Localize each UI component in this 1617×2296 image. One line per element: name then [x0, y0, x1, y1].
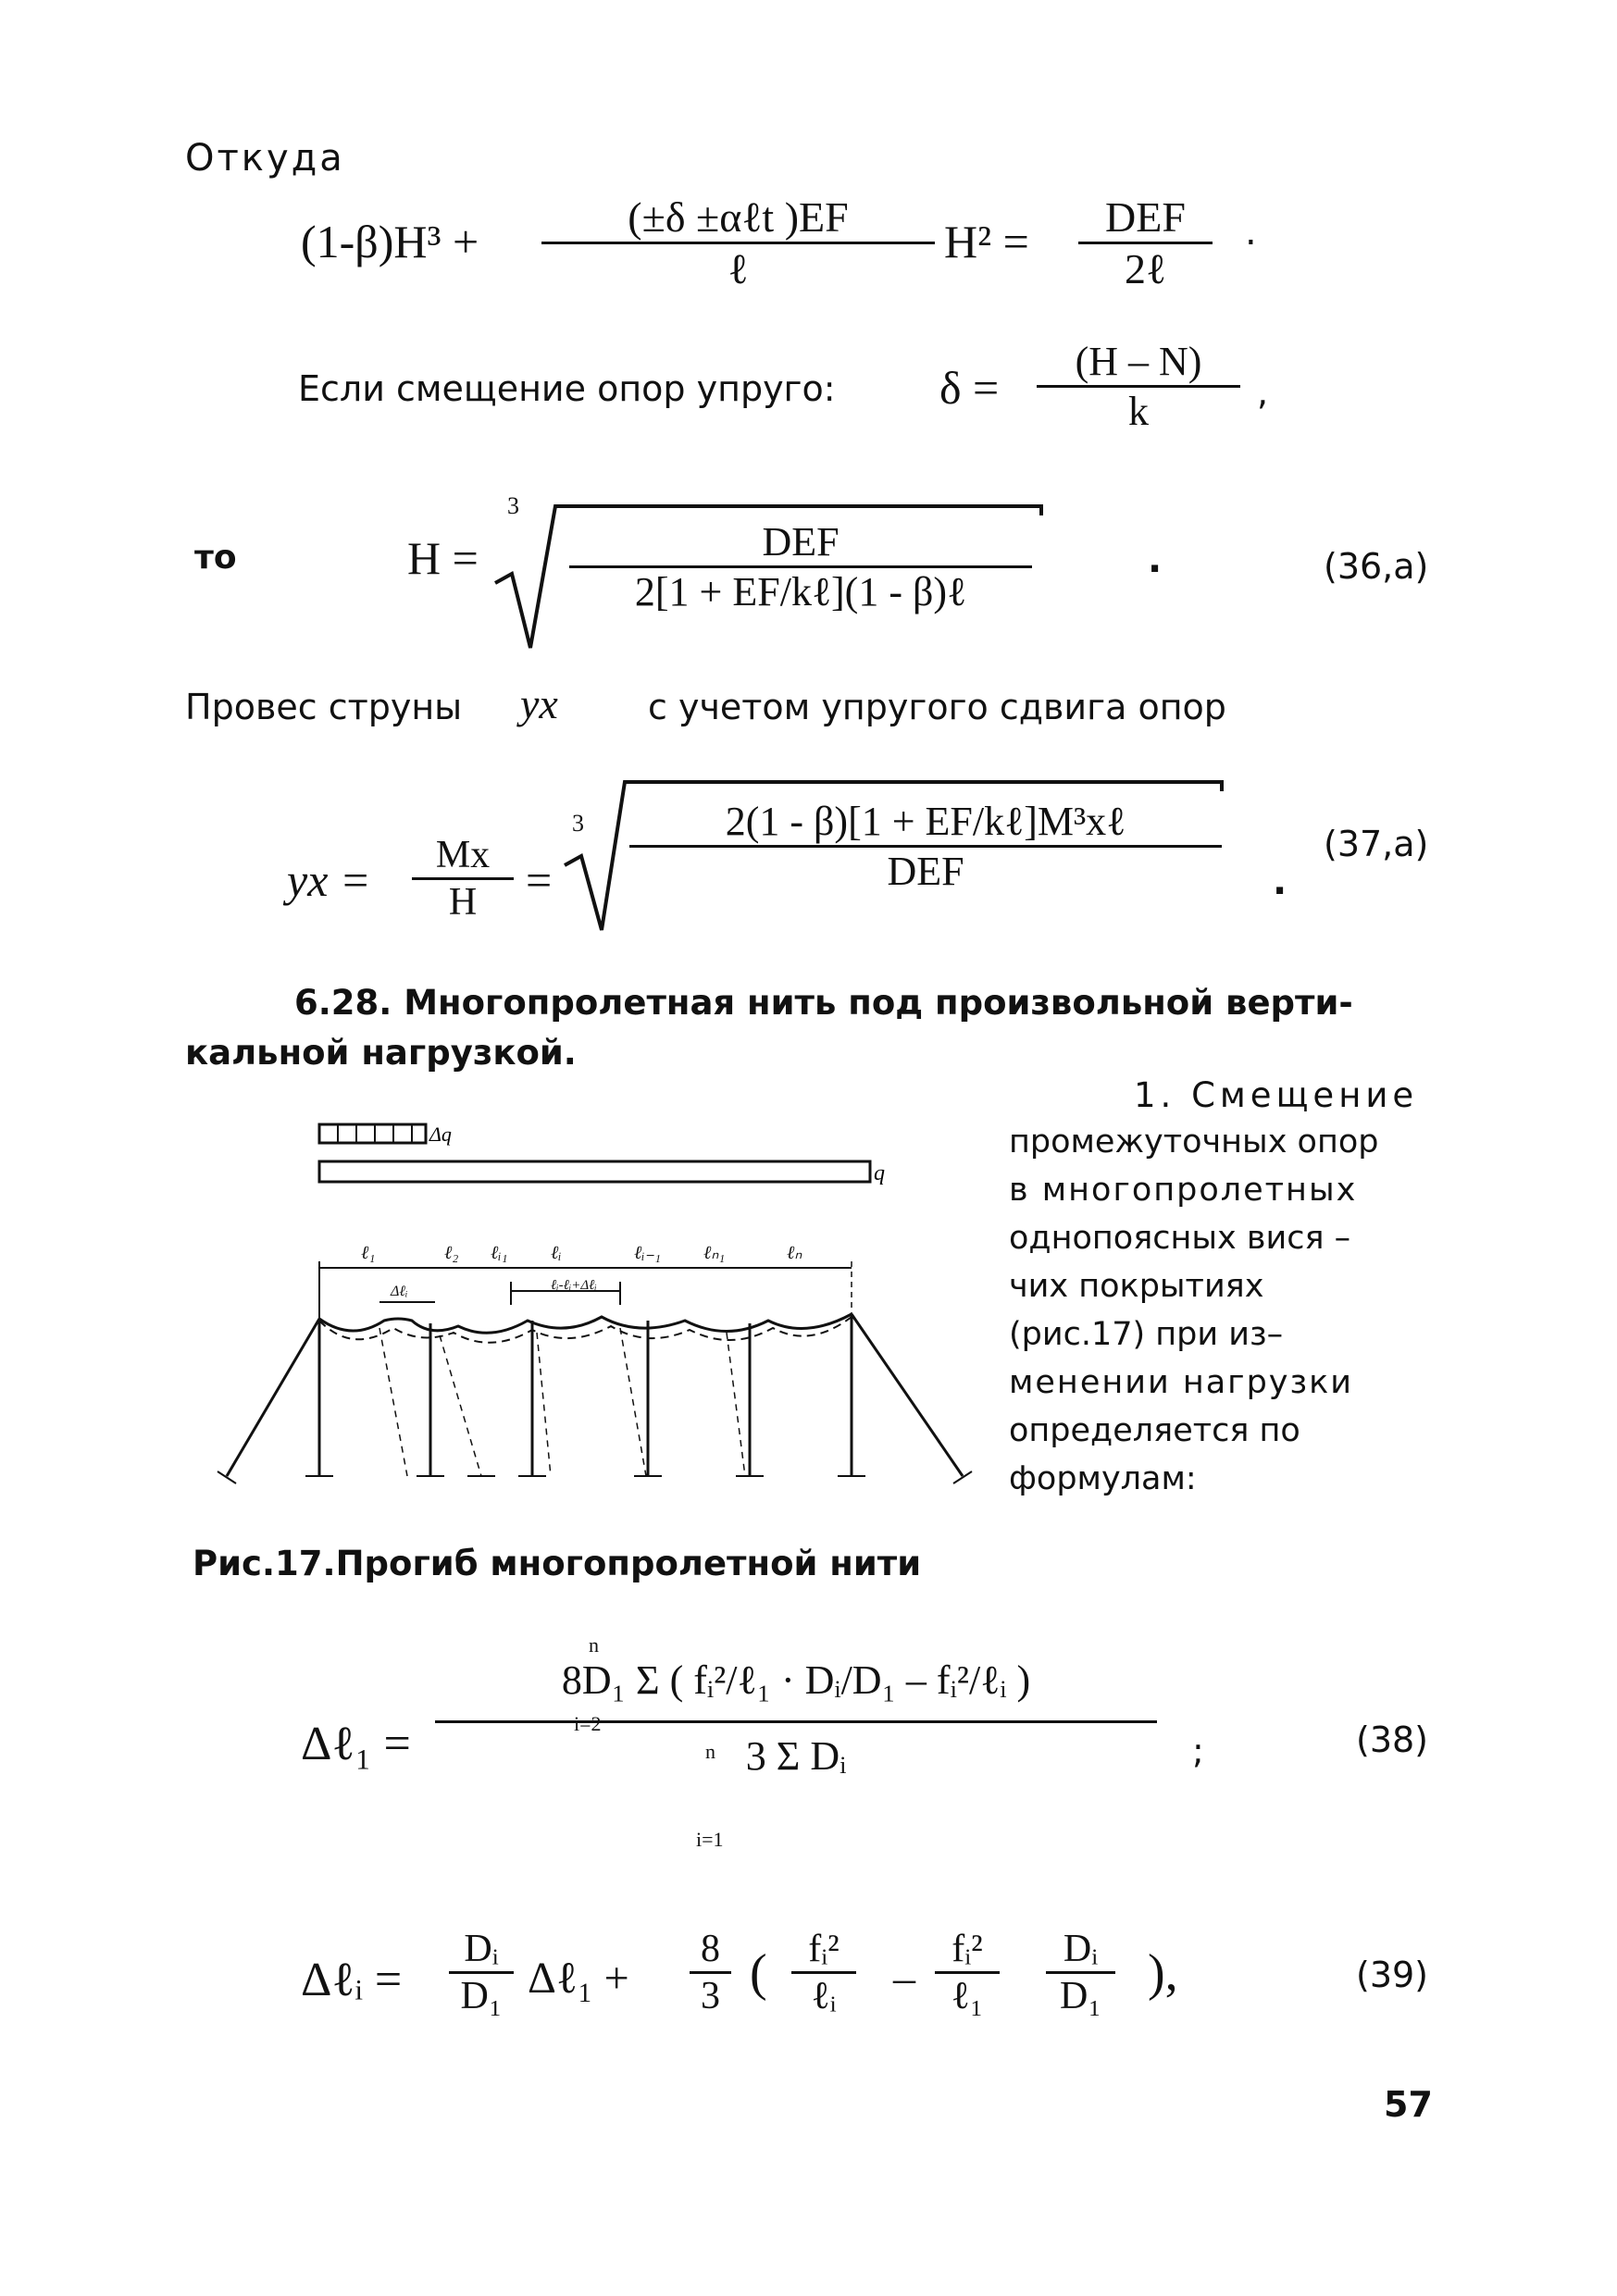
eq39-frac5-num: Dᵢ [1063, 1928, 1099, 1970]
span-label-3: ℓᵢ [551, 1243, 562, 1263]
right-line-1: промежуточных опор [1009, 1123, 1379, 1160]
cable-initial [319, 1314, 852, 1333]
eq39-frac3 [791, 1927, 856, 2018]
eq38-den-sum-bottom: i=1 [696, 1828, 724, 1851]
figure-17-cable-diagram [213, 1106, 990, 1495]
eq39-frac1-den: D₁ [460, 1975, 503, 2017]
right-line-5: (рис.17) при из– [1009, 1316, 1284, 1353]
eq1-numerator: (±δ ±αℓt )EF [628, 193, 849, 241]
eq38-sum-top: n [589, 1633, 599, 1657]
dl-mid-label: ℓᵢ-ℓᵢ+Δℓᵢ [551, 1278, 597, 1293]
eq39-frac2-num: 8 [701, 1928, 720, 1970]
eq37-small-numerator: Mx [435, 834, 491, 876]
eq1-denominator: ℓ [728, 245, 749, 292]
eq36-fraction [569, 518, 1032, 615]
eq37-end: . [1273, 861, 1287, 903]
intro-word: Откуда [185, 137, 345, 180]
elastic-text: Если смещение опор упруго: [298, 368, 836, 409]
eq37-small-denominator: H [448, 881, 478, 924]
eq36-number: (36,a) [1324, 546, 1429, 587]
load-big-label: q [874, 1161, 885, 1185]
then-word: то [194, 539, 237, 577]
page-number: 57 [1384, 2084, 1433, 2125]
sag-text-b: с учетом упругого сдвига опор [648, 687, 1226, 727]
right-line-4: чих покрытиях [1009, 1268, 1264, 1305]
eq39-lhs: Δℓᵢ = [301, 1954, 403, 2006]
delta-numerator: (H – N) [1075, 339, 1202, 384]
span-label-5: ℓₙ₁ [703, 1243, 726, 1263]
eq36-end: . [1148, 539, 1163, 581]
eq38-lhs: Δℓ₁ = [301, 1718, 411, 1770]
eq39-frac4 [935, 1927, 1000, 2018]
eq36-lhs: H = [407, 532, 479, 584]
eq38-denominator: 3 Σ Dᵢ [745, 1733, 847, 1779]
eq37-denominator: DEF [887, 849, 964, 894]
support-columns [319, 1314, 852, 1476]
span-label-4: ℓᵢ₋₁ [634, 1243, 662, 1263]
eq39-frac3-den: ℓᵢ [811, 1975, 837, 2017]
eq39-minus: – [893, 1954, 915, 2003]
eq1-rhs-denominator: 2ℓ [1124, 245, 1167, 292]
eq39-frac5-den: D₁ [1060, 1975, 1101, 2017]
eq39-frac3-num: fᵢ² [808, 1928, 840, 1970]
eq1-fraction [541, 192, 935, 293]
right-anchor [852, 1314, 963, 1476]
eq39-frac4-den: ℓ₁ [951, 1975, 984, 2017]
load-delta-q [319, 1123, 452, 1146]
eq39-frac4-num: fᵢ² [952, 1928, 983, 1970]
displaced-columns [379, 1328, 745, 1476]
eq39-frac1-num: Dᵢ [464, 1928, 499, 1970]
right-line-0: 1. Смещение [1134, 1075, 1419, 1115]
delta-denominator: k [1128, 389, 1149, 434]
eq37-equals: = [526, 854, 553, 906]
right-line-3: однопоясных вися – [1009, 1220, 1351, 1257]
delta-fraction [1037, 338, 1240, 435]
delta-lhs: δ = [939, 362, 1000, 414]
eq36-root-index: 3 [507, 492, 519, 519]
eq1-rhs-numerator: DEF [1105, 193, 1186, 241]
eq39-frac5 [1046, 1927, 1115, 2018]
eq38-fraction [435, 1657, 1157, 1780]
figure-caption: Рис.17.Прогиб многопролетной нити [193, 1544, 922, 1583]
load-small-label: Δq [429, 1123, 452, 1146]
span-label-6: ℓₙ [787, 1243, 802, 1263]
left-anchor [227, 1319, 319, 1476]
eq1-rhs-fraction [1078, 192, 1213, 293]
eq38-numerator: 8D₁ Σ ( fᵢ²/ℓ₁ · Dᵢ/D₁ – fᵢ²/ℓᵢ ) [561, 1657, 1031, 1703]
eq38-number: (38) [1356, 1719, 1429, 1760]
span-label-1: ℓ₂ [444, 1243, 459, 1263]
eq37-root-index: 3 [572, 810, 584, 837]
section-heading-line2: кальной нагрузкой. [185, 1033, 577, 1073]
right-line-2: в многопролетных [1009, 1172, 1358, 1209]
eq39-frac2-den: 3 [701, 1975, 720, 2017]
span-label-0: ℓ₁ [361, 1243, 376, 1263]
eq38-sum-bottom: i=2 [574, 1712, 602, 1735]
eq39-number: (39) [1356, 1955, 1429, 1995]
eq1-lhs: (1-β)H³ + [301, 216, 479, 267]
dl-label: Δℓᵢ [391, 1284, 408, 1299]
eq39-open: ( [750, 1944, 767, 2002]
eq36-denominator: 2[1 + EF/kℓ](1 - β)ℓ [634, 569, 967, 614]
eq39-close: ), [1148, 1944, 1178, 2002]
sag-text-a: Провес струны [185, 687, 463, 727]
load-q [319, 1161, 885, 1185]
right-line-6: менении нагрузки [1009, 1364, 1354, 1401]
eq39-frac2 [690, 1927, 731, 2018]
section-heading-line1: 6.28. Многопролетная нить под произвольной верти- [294, 983, 1353, 1023]
eq1-end: . [1245, 211, 1257, 254]
eq38-den-sum-top: n [705, 1740, 715, 1763]
right-line-7: определяется по [1009, 1412, 1300, 1449]
eq37-small-fraction [412, 833, 514, 925]
sag-symbol: yx [520, 680, 558, 727]
eq37-number: (37,a) [1324, 824, 1429, 864]
foundations [218, 1471, 972, 1483]
eq37-fraction [629, 798, 1222, 895]
right-line-8: формулам: [1009, 1460, 1197, 1497]
span-label-2: ℓᵢ₁ [491, 1243, 508, 1263]
eq1-mid: H² = [944, 216, 1029, 267]
eq39-mid1: Δℓ₁ + [528, 1954, 629, 2003]
eq36-numerator: DEF [762, 519, 840, 565]
delta-end: , [1257, 372, 1269, 413]
eq37-lhs: yx = [287, 854, 371, 906]
eq38-end: ; [1192, 1731, 1204, 1771]
eq37-numerator: 2(1 - β)[1 + EF/kℓ]M³xℓ [725, 799, 1126, 844]
eq39-frac1 [449, 1927, 514, 2018]
